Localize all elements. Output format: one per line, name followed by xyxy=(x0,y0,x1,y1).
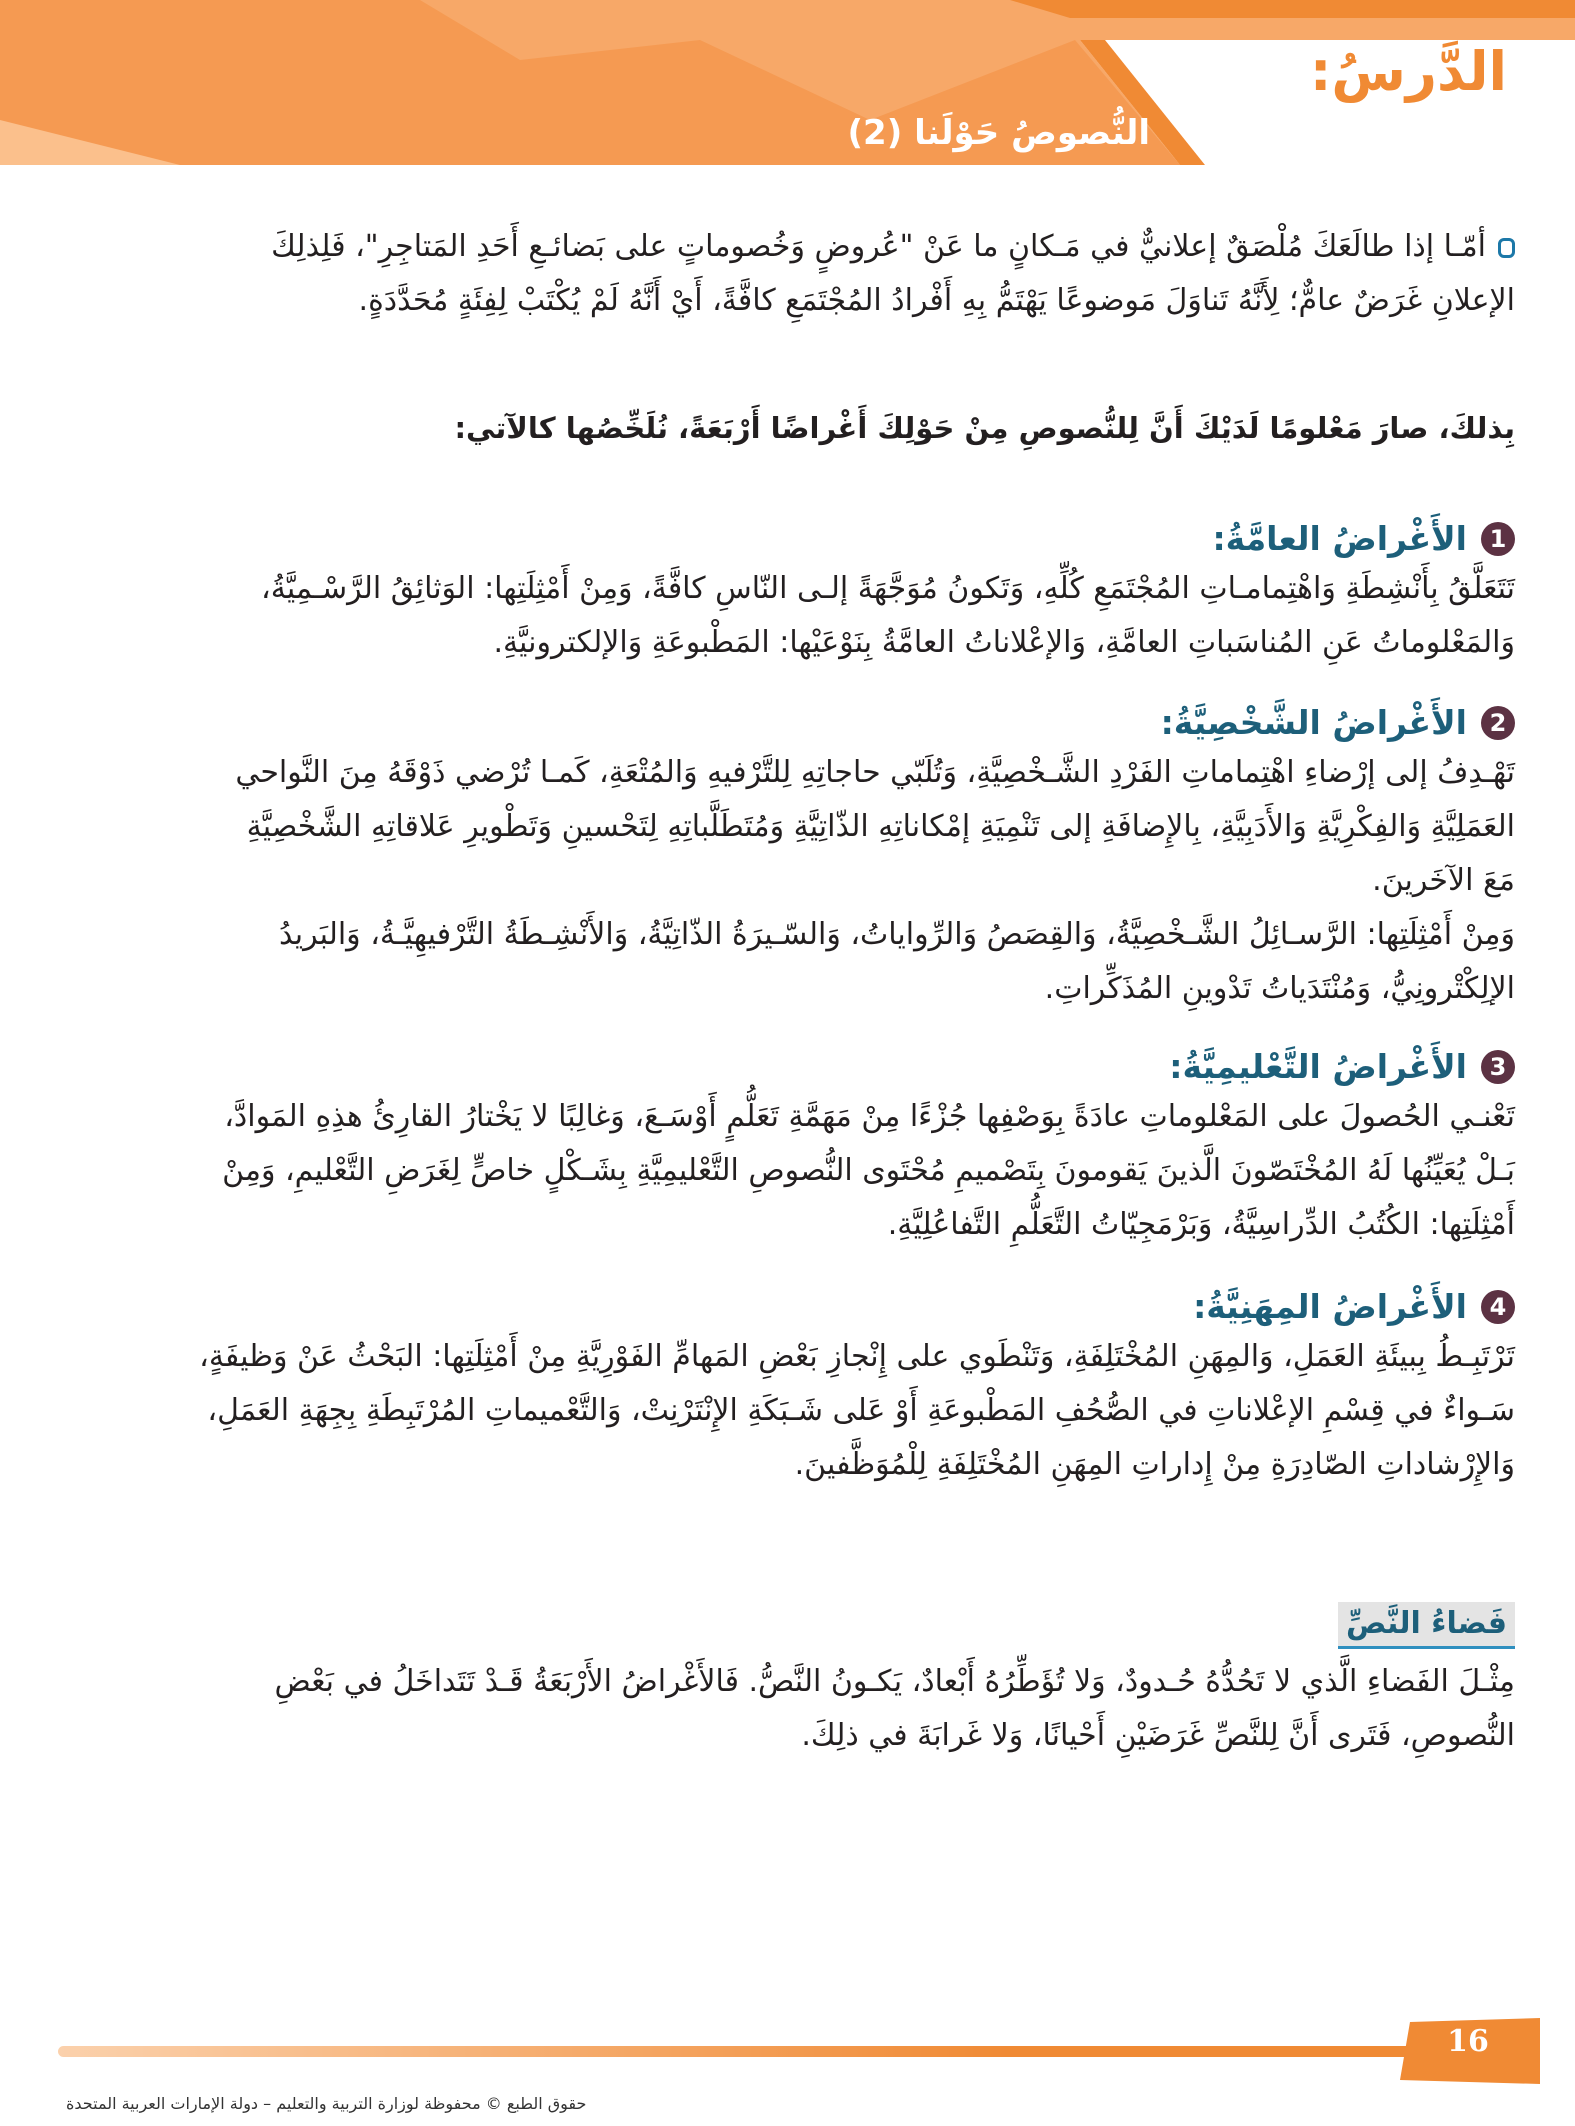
section-personal xyxy=(59,700,1515,1016)
intro-line-2: الإعلانِ غَرَضٌ عامٌّ؛ لِأَنَّهُ تَناوَلَ مَوضوعًا يَهْتَمُّ بِهِ أَفْرادُ المُجْتَمَعِ كافَّةً، أَيْ أَنَّهُ لَمْ يُكْتَبْ لِفِئَةٍ مُحَدَّدَةٍ. xyxy=(358,283,1515,318)
bullet-icon xyxy=(1498,238,1515,258)
section-title: الأَغْراضُ الشَّخْصِيَّةُ: xyxy=(1160,703,1467,742)
section-number-badge: 4 xyxy=(1481,1290,1515,1324)
section-line: وَمِنْ أَمْثِلَتِها: الرَّسـائِلُ الشَّـخْصِيَّةُ، وَالقِصَصُ وَالرِّواياتُ، وَالسّـيرَةُ الذّاتِيَّةُ، وَالأَنْشِـطَةُ التَّرْفيهِيَّـةُ، وَالبَريدُ xyxy=(279,917,1515,952)
section-line: وَالمَعْلوماتُ عَنِ المُناسَباتِ العامَّةِ، وَالإعْلاناتُ العامَّةُ بِنَوْعَيْها: المَطْبوعَةِ وَالإلكترونيَّةِ. xyxy=(493,625,1515,660)
section-line: سَـواءٌ في قِسْمِ الإعْلاناتِ في الصُّحُفِ المَطْبوعَةِ أَوْ عَلى شَـبَكَةِ الإِنْتَرْنِتْ، وَالتَّعْميماتِ المُرْتَبِطَةِ بِجِهَةِ العَمَلِ، xyxy=(207,1393,1515,1428)
section-number-badge: 3 xyxy=(1481,1050,1515,1084)
section-line: أَمْثِلَتِها: الكُتُبُ الدِّراسِيَّةُ، وَبَرْمَجِيّاتُ التَّعَلُّمِ التَّفاعُلِيَّةِ. xyxy=(887,1207,1515,1242)
section-number-badge: 2 xyxy=(1481,706,1515,740)
section-line: العَمَلِيَّةِ وَالفِكْرِيَّةِ وَالأَدَبِيَّةِ، بِالإِضافَةِ إلى تَنْمِيَةِ إمْكاناتِهِ الذّاتِيَّةِ وَمُتَطَلَّباتِهِ لِتَحْسينِ وَتَطْويرِ عَلاقاتِهِ الشَّخْصِيَّةِ xyxy=(246,809,1515,844)
copyright-notice: حقوق الطبع © محفوظة لوزارة التربية والتعليم – دولة الإمارات العربية المتحدة xyxy=(66,2094,587,2113)
intro-paragraph xyxy=(59,220,1515,328)
section-line: بَـلْ يُعَيِّنُها لَهُ المُخْتَصّونَ الَّذينَ يَقومونَ بِتَصْميمِ مُحْتَوى النُّصوصِ التَّعْليمِيَّةِ بِشَـكْلٍ خاصٍّ لِغَرَضِ التَّعْليمِ، وَمِنْ xyxy=(222,1153,1515,1188)
section-line: مَعَ الآخَرينَ. xyxy=(1372,863,1515,898)
section-number-badge: 1 xyxy=(1481,522,1515,556)
intro-line-1: أمّـا إذا طالَعَكَ مُلْصَقٌ إعلانيٌّ في مَـكانٍ ما عَنْ "عُروضٍ وَخُصوماتٍ على بَضائـعِ أَحَدِ المَتاجِرِ"، فَلِذلِكَ xyxy=(271,229,1486,264)
section-line: تَرْتَبِـطُ بِبيئَةِ العَمَلِ، وَالمِهَنِ المُخْتَلِفَةِ، وَتَنْطَوي على إِنْجازِ بَعْضِ المَهامِّ الفَوْرِيَّةِ مِنْ أَمْثِلَتِها: البَحْثُ عَنْ وَظيفَةٍ، xyxy=(199,1339,1515,1374)
section-line: تَهْـدِفُ إلى إرْضاءِ اهْتِماماتِ الفَرْدِ الشَّـخْصِيَّةِ، وَتُلَبّي حاجاتِهِ لِلتَّرْفيهِ وَالمُتْعَةِ، كَمـا تُرْضي ذَوْقَهُ مِنَ النَّواحي xyxy=(235,755,1515,790)
text-space-line: النُّصوصِ، فَتَرى أَنَّ لِلنَّصِّ غَرَضَيْنِ أَحْيانًا، وَلا غَرابَةَ في ذلِكَ. xyxy=(801,1718,1515,1753)
section-title: الأَغْراضُ التَّعْليمِيَّةُ: xyxy=(1169,1047,1467,1086)
summary-block xyxy=(59,408,1515,448)
page-number: 16 xyxy=(1447,2024,1489,2059)
section-line: تَتَعَلَّقُ بِأَنْشِطَةِ وَاهْتِمامـاتِ المُجْتَمَعِ كُلِّهِ، وَتَكونُ مُوَجَّهَةً إلـى النّاسِ كافَّةً، وَمِنْ أَمْثِلَتِها: الوَثائِقُ الرَّسْـمِيَّةُ، xyxy=(261,571,1515,606)
lesson-label: الدَّرسُ: xyxy=(1309,40,1507,103)
section-title: الأَغْراضُ المِهَنِيَّةُ: xyxy=(1193,1287,1467,1326)
text-space-line: مِثْـلَ الفَضاءِ الَّذي لا تَحُدُّهُ حُـدودٌ، وَلا تُؤَطِّرُهُ أَبْعادٌ، يَكـونُ النَّصُّ. فَالأَغْراضُ الأَرْبَعَةُ قَـدْ تَتَداخَلُ في بَعْضِ xyxy=(274,1664,1515,1699)
text-space-title: فَضاءُ النَّصِّ xyxy=(1338,1602,1515,1649)
section-line: الإلِكْتْرونِيُّ، وَمُنْتَدَياتُ تَدْوينِ المُذَكِّراتِ. xyxy=(1044,971,1515,1006)
footer-bar xyxy=(58,2046,1418,2057)
section-general xyxy=(59,516,1515,670)
section-professional xyxy=(59,1284,1515,1492)
section-educational xyxy=(59,1044,1515,1252)
section-line: تَعْنـي الحُصولَ على المَعْلوماتِ عادَةً بِوَصْفِها جُزْءًا مِنْ مَهَمَّةِ تَعَلُّمٍ أَوْسَـعَ، وَغالِبًا لا يَخْتارُ القارِئُ هذِهِ المَوادَّ، xyxy=(224,1099,1515,1134)
section-title: الأَغْراضُ العامَّةُ: xyxy=(1212,519,1467,558)
text-space-section xyxy=(59,1602,1515,1763)
lesson-title: النُّصوصُ حَوْلَنا (2) xyxy=(847,113,1150,153)
summary-text: بِذلكَ، صارَ مَعْلومًا لَدَيْكَ أَنَّ لِلنُّصوصِ مِنْ حَوْلِكَ أَغْراضًا أَرْبَعَةً، نُلَخِّصُها كالآتي: xyxy=(454,411,1515,445)
section-line: وَالإِرْشاداتِ الصّادِرَةِ مِنْ إِداراتِ المِهَنِ المُخْتَلِفَةِ لِلْمُوَظَّفينَ. xyxy=(794,1447,1515,1482)
